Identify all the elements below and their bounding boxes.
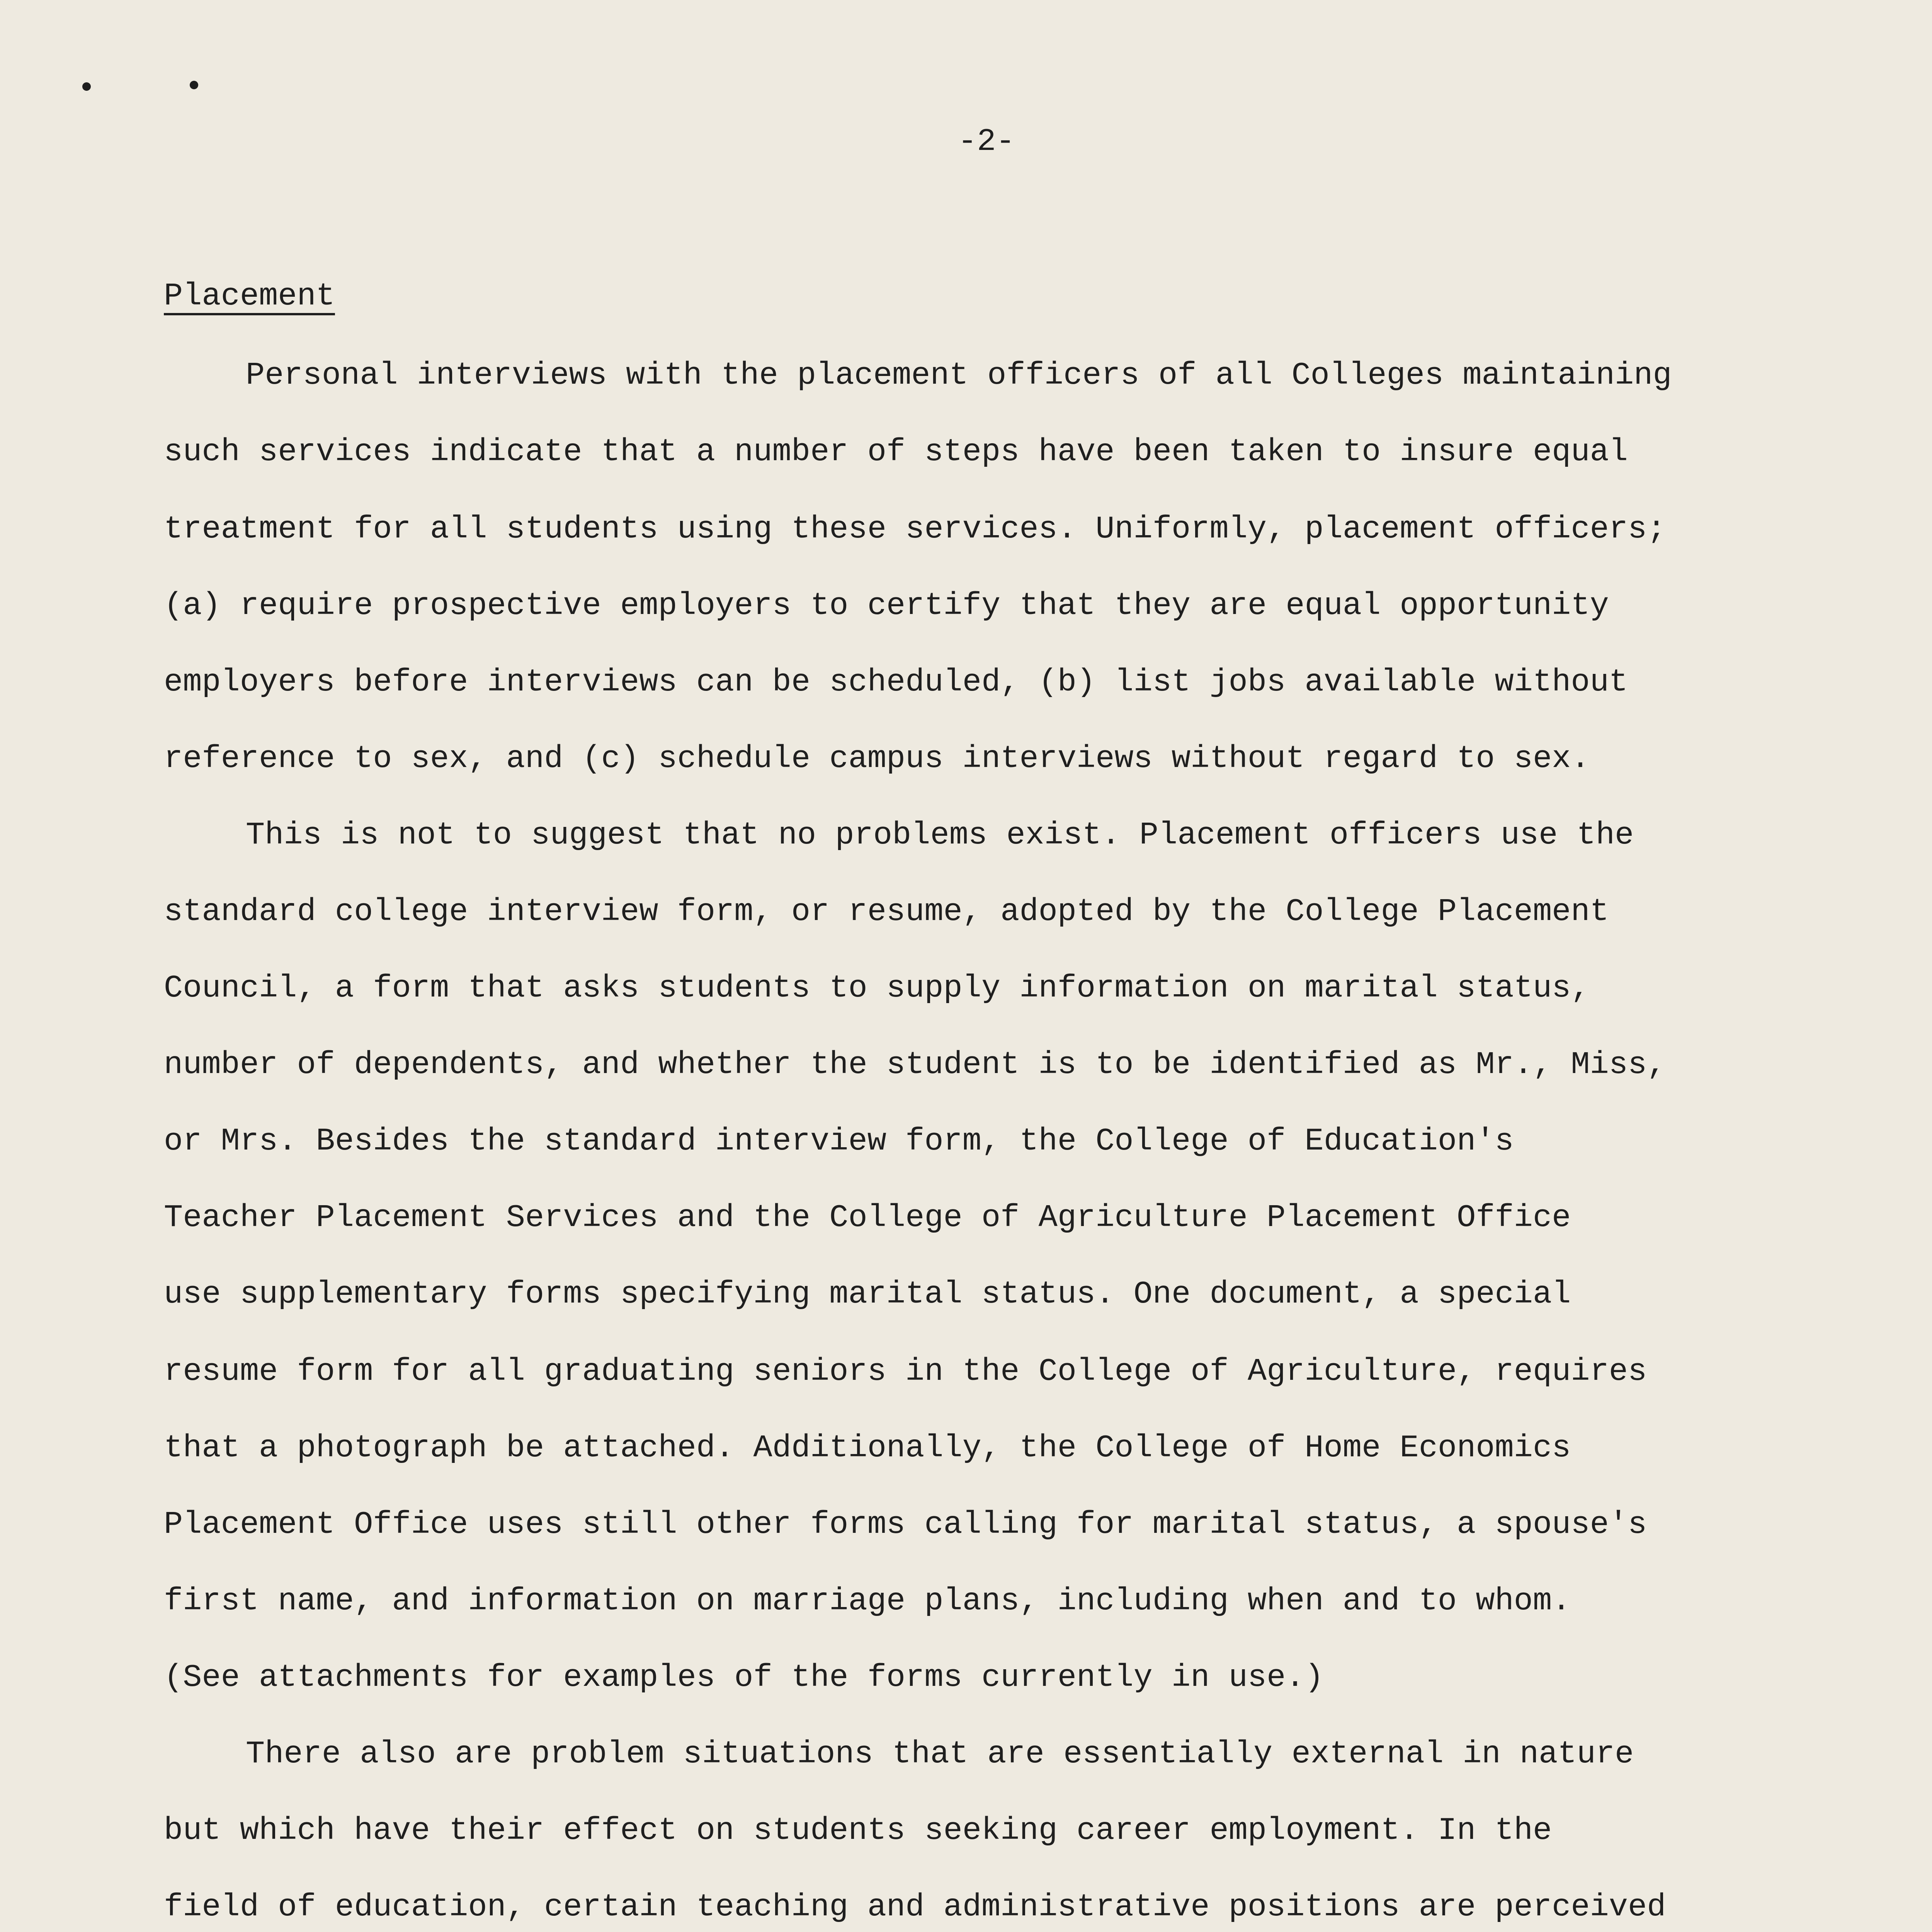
body-line: number of dependents, and whether the student is to be identified as Mr., Miss, [164, 1047, 1666, 1083]
body-line: (See attachments for examples of the forms currently in use.) [164, 1660, 1324, 1696]
page-number: -2- [958, 124, 1015, 160]
body-line: use supplementary forms specifying marital status. One document, a special [164, 1276, 1571, 1312]
body-line: Council, a form that asks students to supply information on marital status, [164, 970, 1590, 1006]
body-line: Personal interviews with the placement officers of all Colleges maintaining [246, 357, 1672, 393]
body-line: reference to sex, and (c) schedule campus interviews without regard to sex. [164, 741, 1590, 777]
body-line: first name, and information on marriage plans, including when and to whom. [164, 1583, 1571, 1619]
body-line: or Mrs. Besides the standard interview form, the College of Education's [164, 1123, 1514, 1159]
body-line: field of education, certain teaching and administrative positions are perceived [164, 1889, 1666, 1925]
body-line: employers before interviews can be scheduled, (b) list jobs available without [164, 664, 1628, 700]
body-line: treatment for all students using these services. Uniformly, placement officers; [164, 511, 1666, 547]
body-line: (a) require prospective employers to certify that they are equal opportunity [164, 588, 1609, 624]
body-line: Placement Office uses still other forms calling for marital status, a spouse's [164, 1507, 1647, 1543]
body-line: resume form for all graduating seniors in the College of Agriculture, requires [164, 1354, 1647, 1389]
body-line: that a photograph be attached. Additionally, the College of Home Economics [164, 1430, 1571, 1466]
body-line: Teacher Placement Services and the College of Agriculture Placement Office [164, 1200, 1571, 1236]
section-heading: Placement [164, 278, 335, 314]
body-line: such services indicate that a number of steps have been taken to insure equal [164, 434, 1628, 470]
punch-mark [190, 81, 198, 89]
body-line: but which have their effect on students seeking career employment. In the [164, 1813, 1552, 1849]
punch-mark [82, 82, 91, 91]
body-line: There also are problem situations that are essentially external in nature [246, 1736, 1634, 1772]
body-line: This is not to suggest that no problems exist. Placement officers use the [246, 817, 1634, 853]
body-line: standard college interview form, or resume, adopted by the College Placement [164, 894, 1609, 930]
